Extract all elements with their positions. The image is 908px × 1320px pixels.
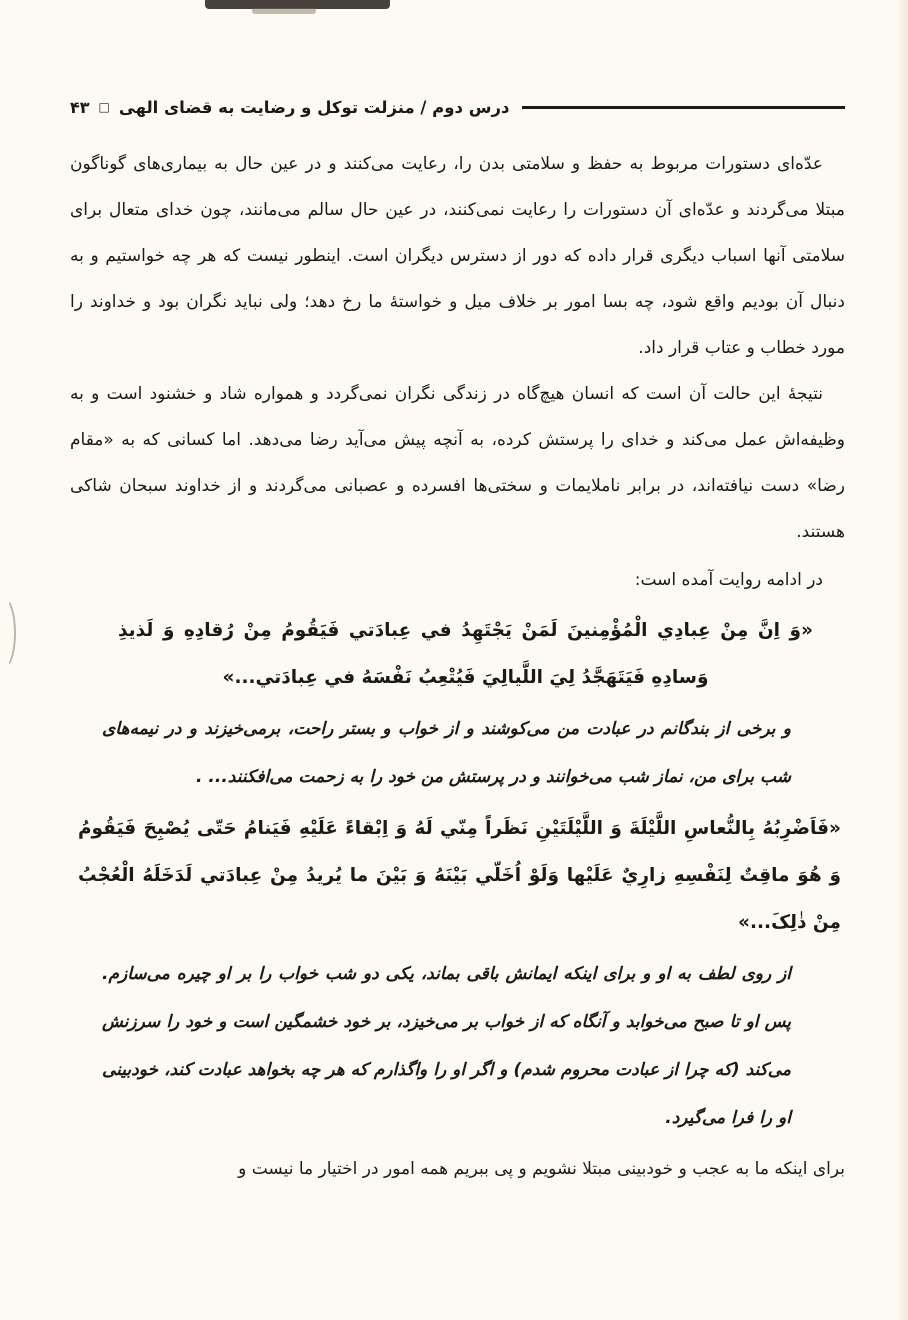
scan-artifact-left-curve [0, 596, 16, 670]
narration-intro: در ادامه روایت آمده است: [634, 570, 823, 590]
page-number: ۴۳ [70, 98, 90, 117]
page-edge-shadow [896, 0, 908, 1320]
scan-artifact-top-smudge [252, 8, 316, 14]
header-lesson-title: درس دوم / منزلت توکل و رضایت به قضای الهی [118, 98, 510, 117]
translation-1: و برخی از بندگانم در عبادت من می‌کوشند و از خواب و بستر راحت، برمی‌خیزند و در نیمه‌های شب برای من، نماز شب می‌خوانند و در پرستش من خود را به زحمت می‌افکنند... . [102, 719, 791, 787]
body-paragraph-3: برای اینکه ما به عجب و خودبینی مبتلا نشویم و پی ببریم همه امور در اختیار ما نیست و [238, 1159, 845, 1179]
body-paragraph-2: نتیجهٔ این حالت آن است که انسان هیچ‌گاه در زندگی نگران نمی‌گردد و همواره شاد و خشنود است و به وظیفه‌اش عمل می‌کند و خدای را پرستش کرده، به آنچه پیش می‌آید رضا می‌دهد. اما کسانی که به «مقام رضا» دست نیافته‌اند، در برابر ناملایمات و سختی‌ها افسرده و عصبانی می‌گردند و از خداوند سبحان شاکی هستند. [70, 384, 845, 542]
page-header [70, 98, 845, 117]
page-content [70, 98, 845, 1192]
header-square-marker: □ [98, 99, 110, 114]
body-paragraph-1: عدّه‌ای دستورات مربوط به حفظ و سلامتی بدن را، رعایت می‌کنند و در عین حال به بیماری‌های گوناگون مبتلا می‌گردند و عدّه‌ای آن دستورات را رعایت نمی‌کنند، در عین حال سالم می‌مانند، چون خدای متعال برای سلامتی آنها اسباب دیگری قرار داده که دور از دسترس دیگران است. اینطور نیست که هر چه خواستیم و به دنبال آن بودیم واقع شود، چه بسا امور بر خلاف میل و خواستهٔ ما رخ دهد؛ ولی نباید نگران بود و خداوند را مورد خطاب و عتاب قرار داد. [70, 154, 845, 358]
translation-2: از روی لطف به او و برای اینکه ایمانش باقی بماند، یکی دو شب خواب را بر او چیره می‌سازم. پس او تا صبح می‌خوابد و آنگاه که از خواب بر می‌خیزد، بر خود خشمگین است و خود را سرزنش می‌کند (که چرا از عبادت محروم شدم) و اگر او را واگذارم که هر چه بخواهد عبادت کند، خودبینی او را فرا می‌گیرد. [102, 964, 791, 1128]
header-rule [522, 106, 845, 108]
arabic-quote-1: «وَ اِنَّ مِنْ عِبادِي الْمُؤْمِنينَ لَمَنْ يَجْتَهِدُ في عِبادَتي فَيَقُومُ مِنْ رُقادِهِ وَ لَذيذِ وَسادِهِ فَيَتَهَجَّدُ لِيَ اللَّيالِيَ فَيُتْعِبُ نَفْسَهُ في عِبادَتي...» [118, 620, 813, 688]
arabic-quote-2: «فَاَضْرِبُهُ بِالنُّعاسِ اللَّيْلَةَ وَ اللَّيْلَتَيْنِ نَظَراً مِنّي لَهُ وَ اِبْقاءً عَلَيْهِ فَيَنامُ حَتّى يُصْبِحَ فَيَقُومُ وَ هُوَ ماقِتٌ لِنَفْسِهِ زارِيٌ عَلَيْها وَلَوْ اُخَلّي بَيْنَهُ وَ بَيْنَ ما يُريدُ مِنْ عِبادَتي لَدَخَلَهُ الْعُجْبُ مِنْ ذٰلِکَ...» [78, 818, 841, 933]
